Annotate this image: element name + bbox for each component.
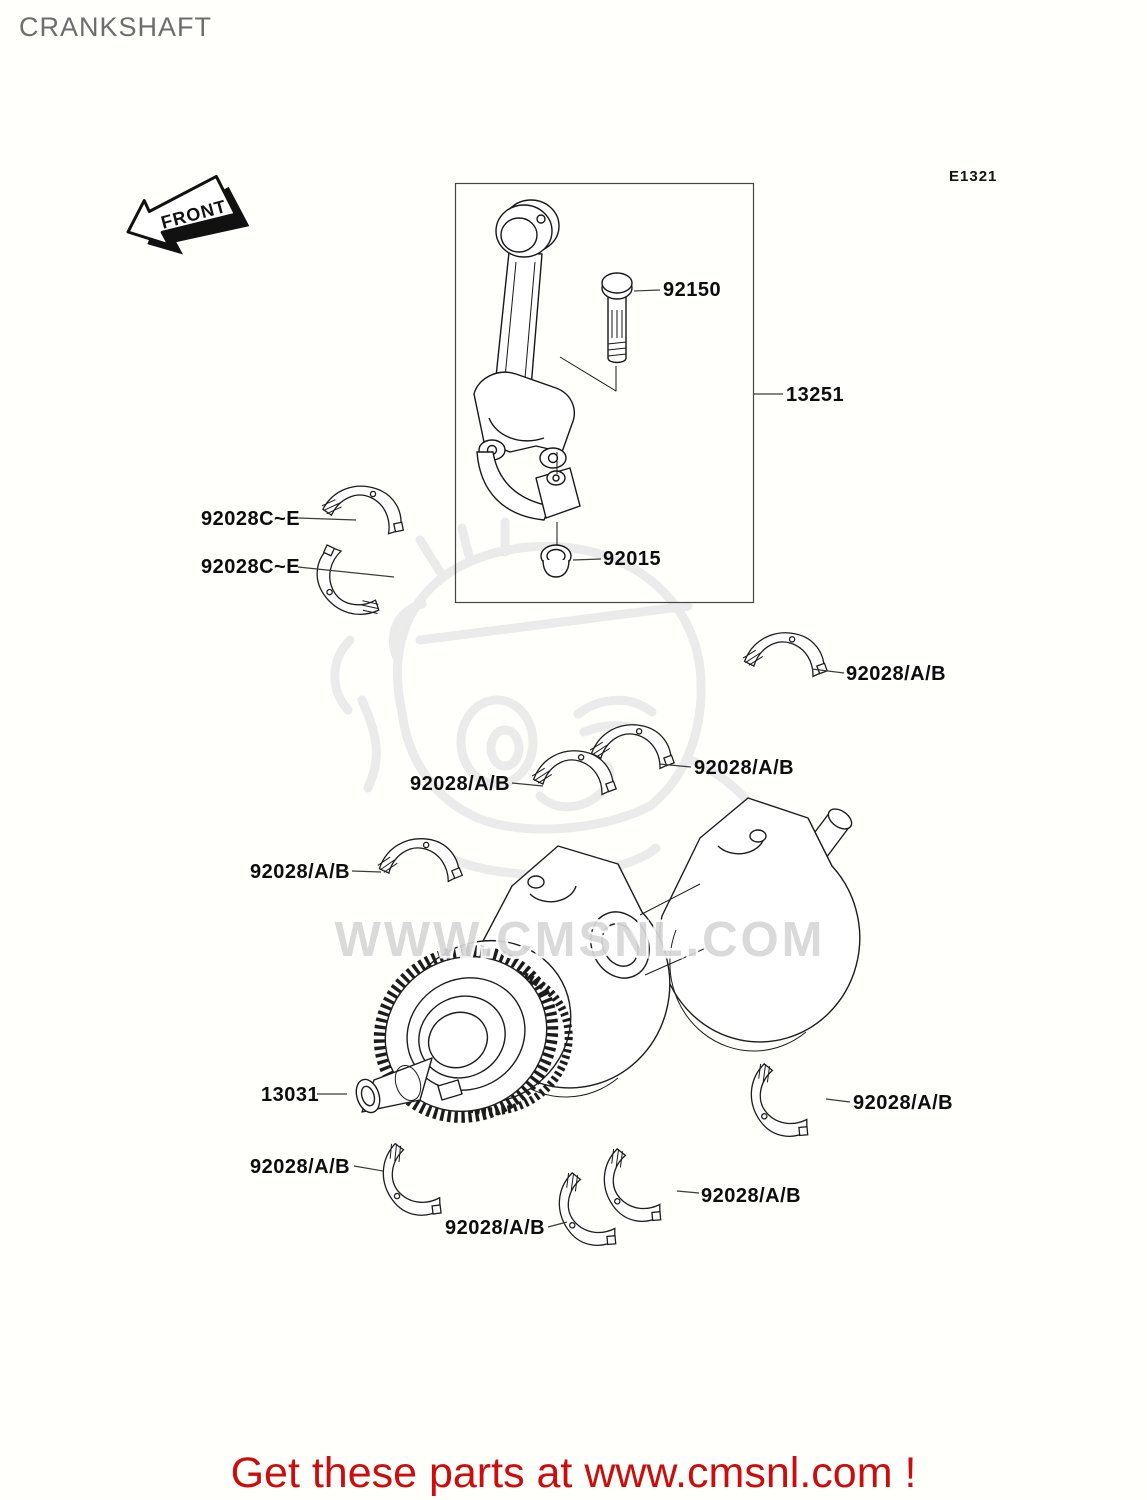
part-label-92015[interactable]: 92015 <box>603 548 662 570</box>
part-label-92028ab-midleft[interactable]: 92028/A/B <box>410 773 511 795</box>
main-bearing-shell <box>377 833 467 883</box>
part-label-92028ab-bottomcenterleft[interactable]: 92028/A/B <box>445 1217 546 1239</box>
part-label-92028ce-bottom[interactable]: 92028C~E <box>201 556 301 578</box>
page-title: CRANKSHAFT <box>19 12 213 42</box>
part-label-92028ab-left[interactable]: 92028/A/B <box>250 861 351 883</box>
part-label-92028ab-bottomleft[interactable]: 92028/A/B <box>250 1156 351 1178</box>
front-label: FRONT <box>158 196 229 233</box>
part-label-92028ab-bottomcenterright[interactable]: 92028/A/B <box>701 1185 802 1207</box>
crankshaft-drawing <box>350 798 860 1148</box>
diagram-code: E1321 <box>949 168 998 185</box>
main-bearing-shell <box>734 1061 815 1153</box>
rod-bearing-shell <box>302 540 383 632</box>
front-arrow-icon <box>120 170 251 270</box>
main-bearing-shell <box>587 1146 668 1238</box>
part-label-92028ab-topright[interactable]: 92028/A/B <box>846 663 947 685</box>
rod-bearing-shell <box>320 474 413 537</box>
part-label-13031[interactable]: 13031 <box>261 1084 320 1106</box>
part-label-92028ab-midright[interactable]: 92028/A/B <box>694 757 795 779</box>
connecting-rod-drawing <box>474 200 632 577</box>
main-bearing-shell <box>742 626 832 679</box>
footer-promo-text: Get these parts at www.cmsnl.com ! <box>230 1449 917 1497</box>
part-label-92028ab-right[interactable]: 92028/A/B <box>853 1092 954 1114</box>
part-label-92028ce-top[interactable]: 92028C~E <box>201 508 301 530</box>
main-bearing-shell <box>531 744 621 797</box>
part-label-13251[interactable]: 13251 <box>786 384 845 406</box>
watermark-text: WWW.CMSNL.COM <box>334 913 826 967</box>
main-bearing-shell <box>365 1140 447 1231</box>
part-label-92150[interactable]: 92150 <box>663 279 722 301</box>
